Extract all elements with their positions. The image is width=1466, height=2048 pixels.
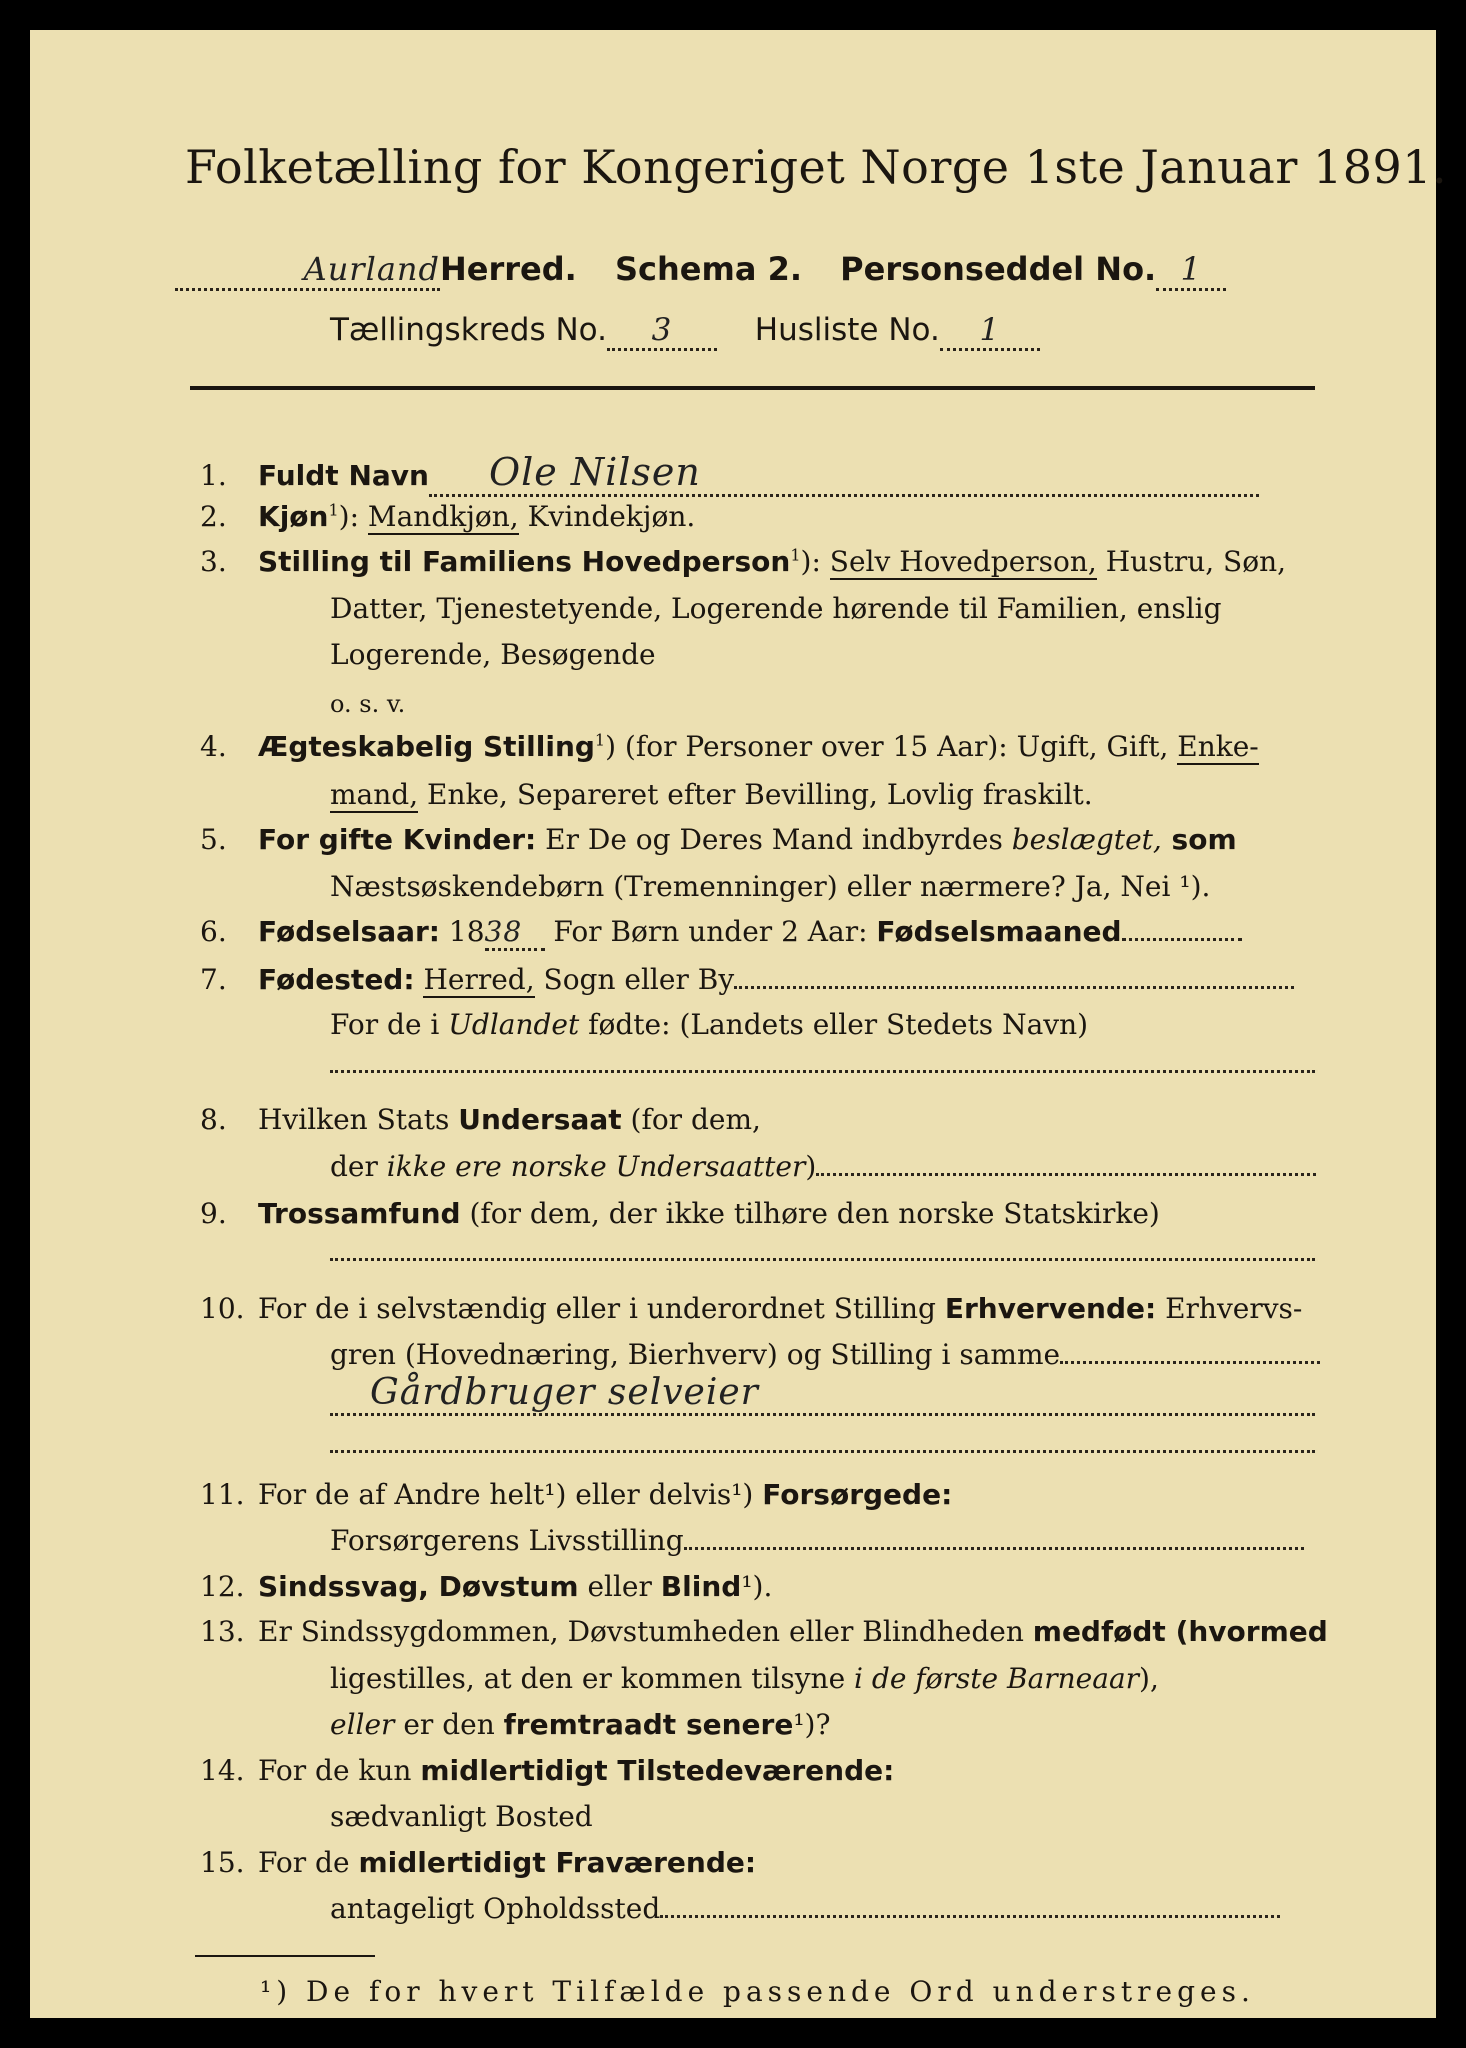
birth-year-value: 38 bbox=[485, 915, 545, 951]
herred-value: Aurland bbox=[175, 250, 440, 291]
item-2: 2. Kjøn$^1$): Mandkjøn, Kvindekjøn. bbox=[200, 500, 696, 533]
header-rule bbox=[190, 386, 1315, 390]
herred-label: Herred. bbox=[440, 250, 577, 288]
item-3: 3. Stilling til Familiens Hovedperson$^1$): Selv Hovedperson, Hustru, Søn, bbox=[200, 545, 1287, 578]
item-12: 12. Sindssvag, Døvstum eller Blind¹). bbox=[200, 1570, 773, 1603]
item-10: 10. For de i selvstændig eller i underordnet Stilling Erhvervende: Erhvervs- bbox=[200, 1292, 1303, 1325]
footnote-rule bbox=[195, 1955, 375, 1957]
header-line-2 bbox=[330, 312, 1040, 351]
item-5: 5. For gifte Kvinder: Er De og Deres Mand indbyrdes beslægtet, som bbox=[200, 823, 1237, 856]
position-selected: Selv Hovedperson, bbox=[829, 545, 1097, 578]
item-13: 13. Er Sindssygdommen, Døvstumheden eller Blindheden medfødt (hvormed bbox=[200, 1615, 1328, 1648]
item-1: 1. Fuldt Navn Ole Nilsen bbox=[200, 450, 1259, 497]
item-6: 6. Fødselsaar: 1838 For Børn under 2 Aar: Fødselsmaaned bbox=[200, 915, 1242, 951]
form-title: Folketælling for Kongeriget Norge 1ste Januar 1891. bbox=[185, 140, 1448, 194]
kreds-value: 3 bbox=[607, 312, 717, 351]
header-line-1 bbox=[175, 250, 1226, 291]
personseddel-value: 1 bbox=[1156, 250, 1226, 291]
husliste-label: Husliste No. bbox=[754, 312, 940, 348]
full-name-value: Ole Nilsen bbox=[429, 450, 1259, 497]
gender-male-selected: Mandkjøn, bbox=[367, 500, 519, 533]
personseddel-label: Personseddel No. bbox=[840, 250, 1157, 288]
item-11: 11. For de af Andre helt¹) eller delvis¹) Forsørgede: bbox=[200, 1478, 953, 1511]
item-4: 4. Ægteskabelig Stilling$^1$) (for Personer over 15 Aar): Ugift, Gift, Enke- bbox=[200, 730, 1259, 763]
footnote: ¹) De for hvert Tilfælde passende Ord understreges. bbox=[260, 1975, 1255, 2008]
full-name-label: Fuldt Navn bbox=[258, 459, 429, 492]
birthplace-selected: Herred, bbox=[423, 963, 535, 996]
census-form: Folketælling for Kongeriget Norge 1ste Januar 1891. AurlandHerred. Schema 2. Personseddel No. 1 Tællingskreds No. 3 Husliste No. 1 1. Fuldt Navn Ole Nilsen 2. Kjøn$^1$): Mandkjøn, Kvindekjøn. 3. Stilling til Familiens Hovedperson$^1$): Selv Hovedperson, Hustru, Søn, Datter, Tjenestetyende, Logerende hørende til Familien, enslig Logerende, Besøgende o. s. v. 4. Ægteskabelig Stilling$^1$) (for Personer over 15 Aar): Ugift, Gift, Enke- mand, Enke, Separeret efter Bevilling, Lovlig fraskilt. 5. For gifte Kvinder: Er De og Deres Mand indbyrdes beslægtet, som Næstsøskendebørn (Tremenninger) eller nærmere? Ja, Nei ¹). 6. Fødselsaar: 1838 For Børn under 2 Aar: Fødselsmaaned 7. Fødested: Herred, Sogn eller By For de i Udlandet fødte: (Landets eller Stedets Navn) 8. Hvilken Stats Undersaat (for dem, der ikke ere norske Undersaatter) 9. Trossamfund (for dem, der ikke tilhøre den norske Statskirke) 10. For de i selvstændig eller i underordnet Stilling Erhvervende: Erhvervs- gren (Hovednæring, Bierhverv) og Stilling i samme Gårdbruger selveier 11. For de af Andre helt¹) eller delvis¹) Forsørgede: Forsørgerens Livsstilling 12. Sindssvag, Døvstum eller Blind¹). 13. Er Sindssygdommen, Døvstumheden eller Blindheden medfødt (hvormed ligestilles, at den er kommen tilsyne i de første Barneaar), eller er den fremtraadt senere¹)? 14. For de kun midlertidigt Tilstedeværende: sædvanligt Bosted 15. For de midlertidigt Fraværende: antageligt Opholdssted ¹) De for hvert Tilfælde passende Ord understreges. bbox=[30, 30, 1436, 2018]
husliste-value: 1 bbox=[940, 312, 1040, 351]
item-7: 7. Fødested: Herred, Sogn eller By bbox=[200, 963, 1294, 996]
schema-label: Schema 2. bbox=[614, 250, 802, 288]
marital-selected-b: mand, bbox=[330, 778, 419, 811]
occupation-value: Gårdbruger selveier bbox=[330, 1372, 1315, 1416]
kreds-label: Tællingskreds No. bbox=[330, 312, 607, 348]
item-9: 9. Trossamfund (for dem, der ikke tilhøre den norske Statskirke) bbox=[200, 1197, 1160, 1230]
item-14: 14. For de kun midlertidigt Tilstedeværende: bbox=[200, 1754, 895, 1787]
marital-selected-a: Enke- bbox=[1177, 730, 1259, 763]
item-15: 15. For de midlertidigt Fraværende: bbox=[200, 1846, 757, 1879]
item-8: 8. Hvilken Stats Undersaat (for dem, bbox=[200, 1103, 761, 1136]
